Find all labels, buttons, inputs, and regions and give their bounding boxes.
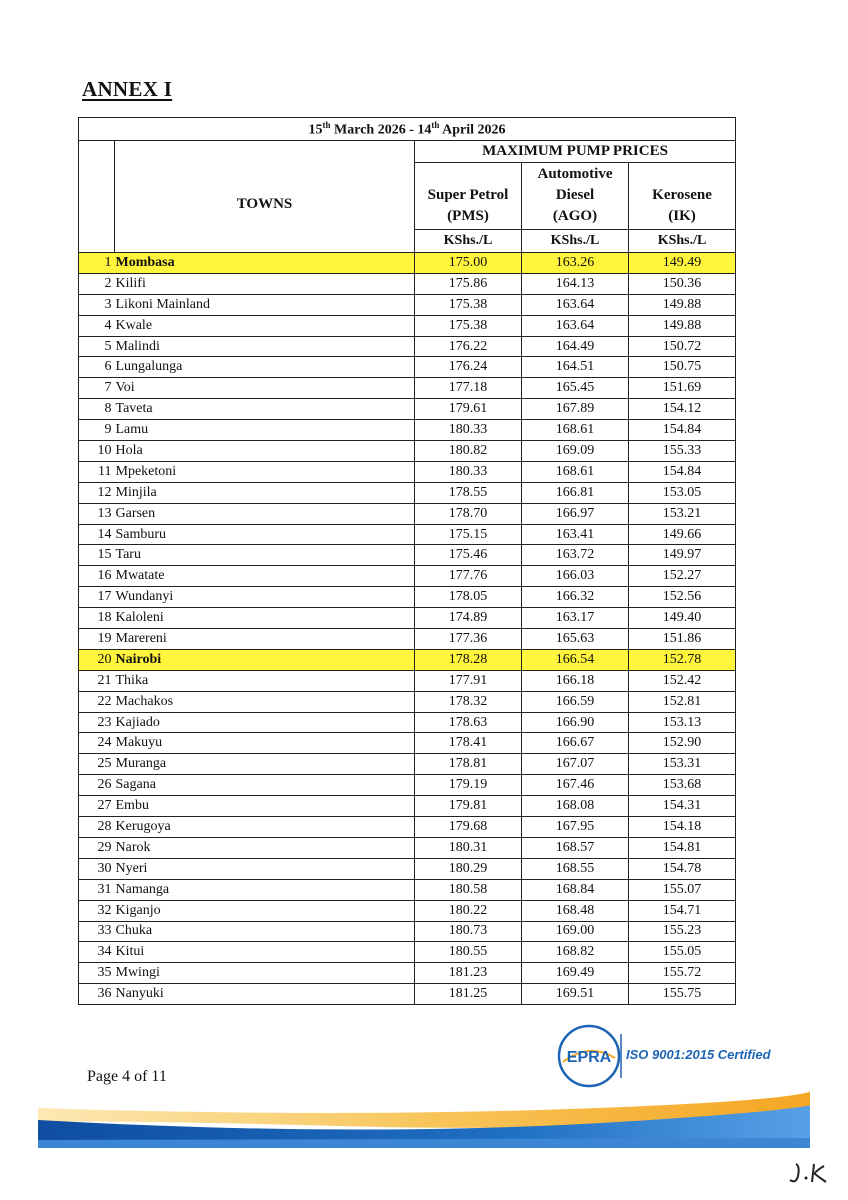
unit-header-ik: KShs./L bbox=[629, 230, 736, 253]
row-number: 6 bbox=[79, 357, 115, 378]
table-row bbox=[79, 817, 736, 838]
price-rows bbox=[79, 253, 736, 1005]
footer-wave-graphic bbox=[38, 1078, 810, 1148]
price-kerosene: 152.56 bbox=[629, 587, 736, 608]
price-diesel: 167.07 bbox=[522, 754, 629, 775]
price-diesel: 167.46 bbox=[522, 775, 629, 796]
row-number: 32 bbox=[79, 900, 115, 921]
price-kerosene: 155.23 bbox=[629, 921, 736, 942]
table-row bbox=[79, 399, 736, 420]
price-kerosene: 155.07 bbox=[629, 879, 736, 900]
row-number: 20 bbox=[79, 649, 115, 670]
price-kerosene: 153.21 bbox=[629, 503, 736, 524]
town-name: Namanga bbox=[115, 879, 415, 900]
price-diesel: 169.51 bbox=[522, 984, 629, 1005]
row-number: 5 bbox=[79, 336, 115, 357]
town-name: Taru bbox=[115, 545, 415, 566]
table-row bbox=[79, 566, 736, 587]
table-row bbox=[79, 837, 736, 858]
price-diesel: 163.41 bbox=[522, 524, 629, 545]
town-name: Kerugoya bbox=[115, 817, 415, 838]
row-number: 13 bbox=[79, 503, 115, 524]
table-row bbox=[79, 441, 736, 462]
row-number: 4 bbox=[79, 315, 115, 336]
table-row bbox=[79, 712, 736, 733]
unit-header-ago: KShs./L bbox=[522, 230, 629, 253]
price-diesel: 163.26 bbox=[522, 253, 629, 274]
price-diesel: 164.13 bbox=[522, 273, 629, 294]
svg-text:EPRA: EPRA bbox=[566, 1049, 612, 1066]
row-number: 3 bbox=[79, 294, 115, 315]
price-diesel: 166.54 bbox=[522, 649, 629, 670]
price-diesel: 166.81 bbox=[522, 482, 629, 503]
table-row bbox=[79, 587, 736, 608]
price-super-petrol: 178.81 bbox=[415, 754, 522, 775]
table-row bbox=[79, 378, 736, 399]
price-diesel: 166.67 bbox=[522, 733, 629, 754]
price-diesel: 168.82 bbox=[522, 942, 629, 963]
price-kerosene: 152.42 bbox=[629, 670, 736, 691]
row-number: 15 bbox=[79, 545, 115, 566]
table-row bbox=[79, 420, 736, 441]
price-super-petrol: 180.55 bbox=[415, 942, 522, 963]
town-name: Mwingi bbox=[115, 963, 415, 984]
town-name: Mpeketoni bbox=[115, 461, 415, 482]
price-super-petrol: 178.41 bbox=[415, 733, 522, 754]
table-row bbox=[79, 670, 736, 691]
table-row bbox=[79, 545, 736, 566]
table-row bbox=[79, 294, 736, 315]
price-diesel: 167.95 bbox=[522, 817, 629, 838]
annex-title: ANNEX I bbox=[82, 77, 173, 101]
price-kerosene: 151.86 bbox=[629, 629, 736, 650]
price-kerosene: 154.84 bbox=[629, 461, 736, 482]
row-number: 31 bbox=[79, 879, 115, 900]
price-kerosene: 153.13 bbox=[629, 712, 736, 733]
price-diesel: 163.17 bbox=[522, 608, 629, 629]
row-number: 18 bbox=[79, 608, 115, 629]
price-kerosene: 151.69 bbox=[629, 378, 736, 399]
price-super-petrol: 180.58 bbox=[415, 879, 522, 900]
row-number: 14 bbox=[79, 524, 115, 545]
price-diesel: 166.59 bbox=[522, 691, 629, 712]
price-diesel: 169.49 bbox=[522, 963, 629, 984]
diesel-header: Automotive Diesel (AGO) bbox=[522, 163, 629, 230]
town-name: Malindi bbox=[115, 336, 415, 357]
pricing-period: 15th March 2026 - 14th April 2026 bbox=[79, 118, 736, 141]
price-diesel: 164.49 bbox=[522, 336, 629, 357]
price-super-petrol: 181.23 bbox=[415, 963, 522, 984]
price-diesel: 163.64 bbox=[522, 315, 629, 336]
price-kerosene: 155.05 bbox=[629, 942, 736, 963]
price-super-petrol: 175.00 bbox=[415, 253, 522, 274]
row-number: 7 bbox=[79, 378, 115, 399]
price-super-petrol: 180.31 bbox=[415, 837, 522, 858]
town-name: Mombasa bbox=[115, 253, 415, 274]
price-kerosene: 154.31 bbox=[629, 796, 736, 817]
table-row bbox=[79, 984, 736, 1005]
price-super-petrol: 174.89 bbox=[415, 608, 522, 629]
town-name: Marereni bbox=[115, 629, 415, 650]
price-super-petrol: 180.33 bbox=[415, 461, 522, 482]
price-super-petrol: 175.86 bbox=[415, 273, 522, 294]
town-name: Lungalunga bbox=[115, 357, 415, 378]
town-name: Sagana bbox=[115, 775, 415, 796]
town-name: Muranga bbox=[115, 754, 415, 775]
row-number: 12 bbox=[79, 482, 115, 503]
town-name: Machakos bbox=[115, 691, 415, 712]
row-number: 11 bbox=[79, 461, 115, 482]
table-row bbox=[79, 357, 736, 378]
price-super-petrol: 180.73 bbox=[415, 921, 522, 942]
price-diesel: 168.08 bbox=[522, 796, 629, 817]
price-super-petrol: 180.33 bbox=[415, 420, 522, 441]
price-kerosene: 150.72 bbox=[629, 336, 736, 357]
price-diesel: 165.45 bbox=[522, 378, 629, 399]
price-super-petrol: 177.91 bbox=[415, 670, 522, 691]
price-super-petrol: 176.22 bbox=[415, 336, 522, 357]
price-diesel: 166.32 bbox=[522, 587, 629, 608]
town-name: Nairobi bbox=[115, 649, 415, 670]
row-number: 23 bbox=[79, 712, 115, 733]
table-row bbox=[79, 796, 736, 817]
price-super-petrol: 177.36 bbox=[415, 629, 522, 650]
row-number: 26 bbox=[79, 775, 115, 796]
price-kerosene: 149.40 bbox=[629, 608, 736, 629]
row-number: 1 bbox=[79, 253, 115, 274]
row-number: 35 bbox=[79, 963, 115, 984]
price-super-petrol: 179.81 bbox=[415, 796, 522, 817]
price-kerosene: 154.84 bbox=[629, 420, 736, 441]
price-super-petrol: 180.82 bbox=[415, 441, 522, 462]
town-name: Garsen bbox=[115, 503, 415, 524]
price-kerosene: 152.90 bbox=[629, 733, 736, 754]
price-diesel: 169.09 bbox=[522, 441, 629, 462]
iso-certification: ISO 9001:2015 Certified bbox=[626, 1047, 771, 1062]
pump-prices-table bbox=[78, 117, 736, 1005]
table-row bbox=[79, 629, 736, 650]
price-super-petrol: 178.55 bbox=[415, 482, 522, 503]
price-kerosene: 154.18 bbox=[629, 817, 736, 838]
price-kerosene: 149.88 bbox=[629, 294, 736, 315]
unit-header-pms: KShs./L bbox=[415, 230, 522, 253]
price-super-petrol: 177.18 bbox=[415, 378, 522, 399]
price-super-petrol: 178.63 bbox=[415, 712, 522, 733]
row-number: 34 bbox=[79, 942, 115, 963]
price-kerosene: 154.78 bbox=[629, 858, 736, 879]
town-name: Kwale bbox=[115, 315, 415, 336]
price-kerosene: 155.75 bbox=[629, 984, 736, 1005]
row-number: 8 bbox=[79, 399, 115, 420]
handwritten-initials bbox=[784, 1158, 834, 1188]
price-diesel: 164.51 bbox=[522, 357, 629, 378]
table-row bbox=[79, 942, 736, 963]
table-row bbox=[79, 691, 736, 712]
price-diesel: 166.18 bbox=[522, 670, 629, 691]
table-row bbox=[79, 461, 736, 482]
price-diesel: 169.00 bbox=[522, 921, 629, 942]
table-row bbox=[79, 253, 736, 274]
row-number: 19 bbox=[79, 629, 115, 650]
price-super-petrol: 177.76 bbox=[415, 566, 522, 587]
table-row bbox=[79, 524, 736, 545]
price-kerosene: 152.27 bbox=[629, 566, 736, 587]
price-kerosene: 155.72 bbox=[629, 963, 736, 984]
price-super-petrol: 176.24 bbox=[415, 357, 522, 378]
price-kerosene: 149.97 bbox=[629, 545, 736, 566]
price-diesel: 168.61 bbox=[522, 420, 629, 441]
town-name: Wundanyi bbox=[115, 587, 415, 608]
price-kerosene: 150.36 bbox=[629, 273, 736, 294]
row-number: 29 bbox=[79, 837, 115, 858]
row-number: 21 bbox=[79, 670, 115, 691]
table-row bbox=[79, 900, 736, 921]
price-kerosene: 154.12 bbox=[629, 399, 736, 420]
row-number: 25 bbox=[79, 754, 115, 775]
price-super-petrol: 179.19 bbox=[415, 775, 522, 796]
price-diesel: 168.57 bbox=[522, 837, 629, 858]
price-kerosene: 152.81 bbox=[629, 691, 736, 712]
town-name: Voi bbox=[115, 378, 415, 399]
town-name: Kitui bbox=[115, 942, 415, 963]
price-diesel: 168.84 bbox=[522, 879, 629, 900]
price-super-petrol: 175.15 bbox=[415, 524, 522, 545]
row-number: 24 bbox=[79, 733, 115, 754]
town-name: Minjila bbox=[115, 482, 415, 503]
price-super-petrol: 178.05 bbox=[415, 587, 522, 608]
price-kerosene: 153.68 bbox=[629, 775, 736, 796]
table-row bbox=[79, 733, 736, 754]
price-super-petrol: 180.22 bbox=[415, 900, 522, 921]
town-name: Embu bbox=[115, 796, 415, 817]
price-diesel: 163.72 bbox=[522, 545, 629, 566]
row-number: 10 bbox=[79, 441, 115, 462]
price-kerosene: 149.66 bbox=[629, 524, 736, 545]
price-super-petrol: 178.28 bbox=[415, 649, 522, 670]
kerosene-header: Kerosene (IK) bbox=[629, 163, 736, 230]
price-super-petrol: 180.29 bbox=[415, 858, 522, 879]
price-kerosene: 155.33 bbox=[629, 441, 736, 462]
town-name: Makuyu bbox=[115, 733, 415, 754]
row-number: 17 bbox=[79, 587, 115, 608]
table-row bbox=[79, 273, 736, 294]
price-diesel: 165.63 bbox=[522, 629, 629, 650]
price-kerosene: 153.31 bbox=[629, 754, 736, 775]
table-row bbox=[79, 482, 736, 503]
table-row bbox=[79, 879, 736, 900]
town-name: Kilifi bbox=[115, 273, 415, 294]
price-diesel: 166.90 bbox=[522, 712, 629, 733]
price-diesel: 168.55 bbox=[522, 858, 629, 879]
town-name: Thika bbox=[115, 670, 415, 691]
row-number: 22 bbox=[79, 691, 115, 712]
price-super-petrol: 179.61 bbox=[415, 399, 522, 420]
town-name: Likoni Mainland bbox=[115, 294, 415, 315]
price-kerosene: 149.49 bbox=[629, 253, 736, 274]
price-kerosene: 154.81 bbox=[629, 837, 736, 858]
price-kerosene: 149.88 bbox=[629, 315, 736, 336]
table-row bbox=[79, 503, 736, 524]
price-diesel: 168.48 bbox=[522, 900, 629, 921]
table-row bbox=[79, 921, 736, 942]
town-name: Nyeri bbox=[115, 858, 415, 879]
price-diesel: 166.03 bbox=[522, 566, 629, 587]
row-number: 30 bbox=[79, 858, 115, 879]
town-name: Lamu bbox=[115, 420, 415, 441]
price-diesel: 167.89 bbox=[522, 399, 629, 420]
price-diesel: 168.61 bbox=[522, 461, 629, 482]
max-pump-prices-header: MAXIMUM PUMP PRICES bbox=[415, 141, 736, 163]
row-number: 16 bbox=[79, 566, 115, 587]
price-super-petrol: 175.38 bbox=[415, 294, 522, 315]
row-number: 33 bbox=[79, 921, 115, 942]
town-name: Taveta bbox=[115, 399, 415, 420]
row-number: 9 bbox=[79, 420, 115, 441]
row-number-header bbox=[79, 141, 115, 253]
town-name: Hola bbox=[115, 441, 415, 462]
page-number: Page 4 of 11 bbox=[87, 1068, 167, 1085]
town-name: Nanyuki bbox=[115, 984, 415, 1005]
row-number: 2 bbox=[79, 273, 115, 294]
price-super-petrol: 175.46 bbox=[415, 545, 522, 566]
row-number: 36 bbox=[79, 984, 115, 1005]
price-kerosene: 154.71 bbox=[629, 900, 736, 921]
table-row bbox=[79, 315, 736, 336]
table-row bbox=[79, 608, 736, 629]
town-name: Kajiado bbox=[115, 712, 415, 733]
town-name: Samburu bbox=[115, 524, 415, 545]
price-diesel: 166.97 bbox=[522, 503, 629, 524]
price-super-petrol: 178.32 bbox=[415, 691, 522, 712]
table-row bbox=[79, 963, 736, 984]
town-name: Kaloleni bbox=[115, 608, 415, 629]
towns-header: TOWNS bbox=[115, 141, 415, 253]
table-row bbox=[79, 775, 736, 796]
table-row bbox=[79, 649, 736, 670]
town-name: Kiganjo bbox=[115, 900, 415, 921]
town-name: Narok bbox=[115, 837, 415, 858]
row-number: 27 bbox=[79, 796, 115, 817]
price-super-petrol: 178.70 bbox=[415, 503, 522, 524]
price-super-petrol: 175.38 bbox=[415, 315, 522, 336]
price-kerosene: 153.05 bbox=[629, 482, 736, 503]
table-row bbox=[79, 858, 736, 879]
price-super-petrol: 181.25 bbox=[415, 984, 522, 1005]
town-name: Mwatate bbox=[115, 566, 415, 587]
row-number: 28 bbox=[79, 817, 115, 838]
super-petrol-header: Super Petrol (PMS) bbox=[415, 163, 522, 230]
town-name: Chuka bbox=[115, 921, 415, 942]
price-super-petrol: 179.68 bbox=[415, 817, 522, 838]
price-diesel: 163.64 bbox=[522, 294, 629, 315]
table-row bbox=[79, 754, 736, 775]
price-kerosene: 152.78 bbox=[629, 649, 736, 670]
price-kerosene: 150.75 bbox=[629, 357, 736, 378]
table-row bbox=[79, 336, 736, 357]
